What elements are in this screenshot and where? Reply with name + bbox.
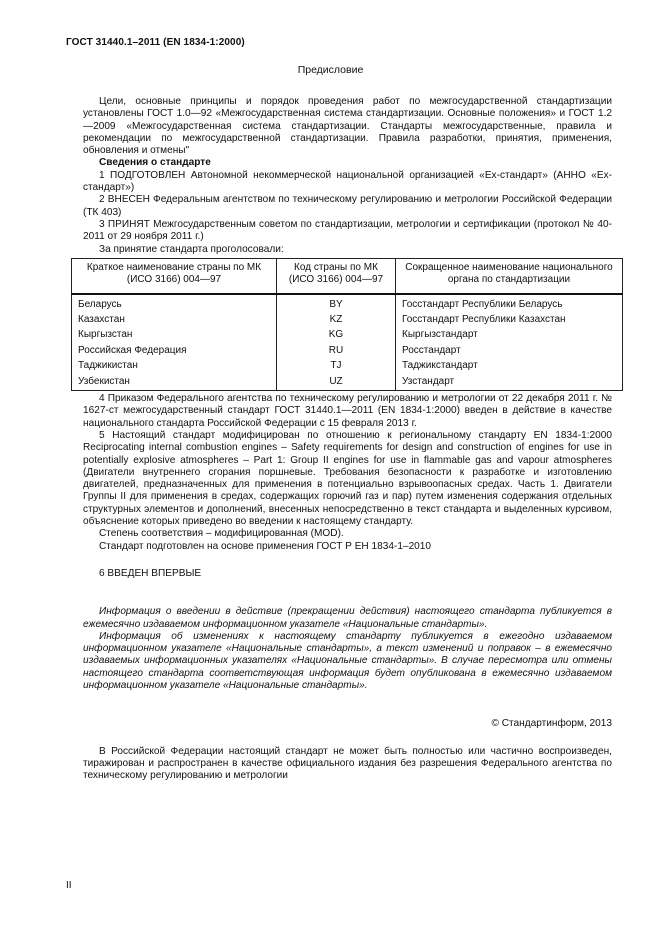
code-cell: UZ [277, 375, 396, 391]
table-row [72, 359, 623, 374]
code-cell: KZ [277, 313, 396, 328]
about-heading: Сведения о стандарте [99, 157, 211, 169]
table-row [72, 313, 623, 328]
country-cell: Кыргызстан [72, 328, 277, 343]
states-table [71, 258, 623, 391]
page-number: II [66, 880, 72, 891]
document-header: ГОСТ 31440.1–2011 (EN 1834-1:2000) [66, 37, 245, 48]
country-cell: Таджикистан [72, 359, 277, 374]
table-row [72, 294, 623, 313]
info-paragraph-1: Информация о введении в действие (прекращении действия) настоящего стандарта публикуется в ежемесячно издаваемом информационном указателе «Национальные стандарты». [83, 606, 612, 630]
column-header-body: Сокращенное наименование национального органа по стандартизации [396, 258, 623, 293]
publication-info [83, 606, 612, 692]
body-cell: Таджикстандарт [396, 359, 623, 374]
code-cell: BY [277, 294, 396, 313]
item-3-paragraph: 3 ПРИНЯТ Межгосударственным советом по стандартизации, метрологии и сертификации (протокол № 40-2011 от 29 ноября 2011 г.) [83, 218, 612, 243]
table-header-row [72, 258, 623, 293]
table-row [72, 344, 623, 359]
copyright-line: © Стандартинформ, 2013 [491, 718, 612, 730]
item-5-paragraph: 5 Настоящий стандарт модифицирован по отношению к региональному стандарту EN 1834-1:2000 Reciprocating internal combustion engines – Safety requirements for design and construction of engines for use in potentially explosive atmospheres – Part 1: Group II engines for use in flammable gas and vapour atmospheres (Двигатели внутреннего сгорания поршневые. Требования безопасности к разработке и изготовлению двигателей, предназначенных для применения в потенциально взрывоопасных средах. Часть 1. Двигатели Группы II для применения в средах, содержащих горючий газ и пар) путем изменения содержания отдельных структурных элементов и дополнений, внесенных непосредственно в текст стандарта и выделенных курсивом, объяснение которых приведено во введении к настоящему стандарту. [83, 430, 612, 528]
body-cell: Узстандарт [396, 375, 623, 391]
body-cell: Кыргызстандарт [396, 328, 623, 343]
code-cell: TJ [277, 359, 396, 374]
conformity-line: Степень соответствия – модифицированная (MOD). [99, 528, 344, 540]
body-cell: Госстандарт Республики Казахстан [396, 313, 623, 328]
country-cell: Узбекистан [72, 375, 277, 391]
table-row [72, 328, 623, 343]
country-cell: Беларусь [72, 294, 277, 313]
basis-line: Стандарт подготовлен на основе применения ГОСТ Р ЕН 1834-1–2010 [99, 540, 432, 552]
code-cell: KG [277, 328, 396, 343]
code-cell: RU [277, 344, 396, 359]
country-cell: Казахстан [72, 313, 277, 328]
column-header-country: Краткое наименование страны по МК (ИСО 3166) 004—97 [72, 258, 277, 293]
vote-label: За принятие стандарта проголосовали: [99, 243, 284, 255]
item-1-paragraph: 1 ПОДГОТОВЛЕН Автономной некоммерческой национальной организацией «Ех-стандарт» (АННО «Ех-стандарт») [83, 169, 612, 194]
rights-paragraph: В Российской Федерации настоящий стандарт не может быть полностью или частично воспроизведен, тиражирован и распространен в качестве официального издания без разрешения Федерального агентства по техническому регулированию и метрологии [83, 745, 612, 782]
foreword-body [78, 96, 613, 783]
intro-paragraph: Цели, основные принципы и порядок проведения работ по межгосударственной стандартизации установлены ГОСТ 1.0—92 «Межгосударственная система стандартизации. Основные положения» и ГОСТ 1.2—2009 «Межгосударственная система стандартизации. Стандарты межгосударственные, правила и рекомендации по межгосударственной стандартизации. Правила разработки, принятия, применения, обновления и отмены" [83, 96, 612, 157]
body-cell: Госстандарт Республики Беларусь [396, 294, 623, 313]
info-paragraph-2: Информация об изменениях к настоящему стандарту публикуется в ежегодно издаваемом информационном указателе «Национальные стандарты», а текст изменений и поправок – в ежемесячно издаваемых информационных указателях «Национальные стандарты». В случае пересмотра или отмены настоящего стандарта соответствующая информация будет опубликована в ежемесячно издаваемом информационном указателе «Национальные стандарты». [83, 630, 612, 692]
table-row [72, 375, 623, 391]
body-cell: Росстандарт [396, 344, 623, 359]
item-4-paragraph: 4 Приказом Федерального агентства по техническому регулированию и метрологии от 22 декабря 2011 г. № 1627-ст межгосударственный стандарт ГОСТ 31440.1—2011 (EN 1834-1:2000) введен в действие в качестве национального стандарта Российской Федерации с 15 февраля 2013 г. [83, 393, 612, 429]
item-6-paragraph: 6 ВВЕДЕН ВПЕРВЫЕ [99, 567, 202, 579]
country-cell: Российская Федерация [72, 344, 277, 359]
column-header-code: Код страны по МК (ИСО 3166) 004—97 [277, 258, 396, 293]
page-title: Предисловие [297, 64, 364, 76]
item-2-paragraph: 2 ВНЕСЕН Федеральным агентством по техническому регулированию и метрологии Российской Федерации (ТК 403) [83, 194, 612, 218]
